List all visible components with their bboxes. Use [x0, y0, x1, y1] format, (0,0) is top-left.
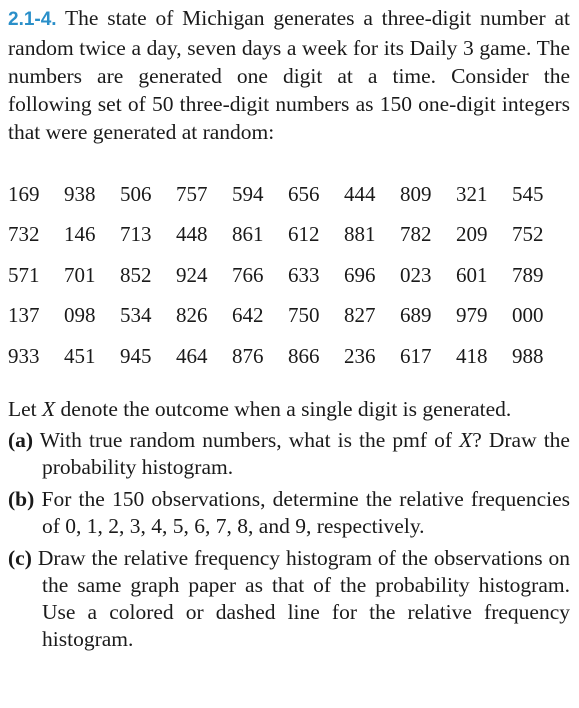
- numbers-row: [8, 174, 568, 215]
- number-cell: 464: [176, 343, 208, 368]
- number-cell: 448: [176, 222, 208, 247]
- number-cell: 321: [456, 181, 488, 206]
- number-cell: 866: [288, 343, 320, 368]
- numbers-row: [8, 336, 568, 377]
- number-cell: 826: [176, 303, 208, 328]
- number-cell: 881: [344, 222, 376, 247]
- number-cell: 023: [400, 262, 432, 287]
- number-cell: 689: [400, 303, 432, 328]
- numbers-row: [8, 215, 568, 256]
- number-cell: 545: [512, 181, 544, 206]
- problem-page: [8, 4, 571, 651]
- problem-intro-paragraph: [8, 4, 570, 146]
- part-a-text-before: With true random numbers, what is the pmf of: [39, 428, 460, 452]
- number-cell: 852: [120, 262, 152, 287]
- number-cell: 534: [120, 303, 152, 328]
- part-c-label: (c): [8, 546, 32, 570]
- number-cell: 945: [120, 343, 152, 368]
- number-cell: 633: [288, 262, 320, 287]
- number-cell: 656: [288, 181, 320, 206]
- questions-section: [8, 396, 570, 658]
- number-cell: 594: [232, 181, 264, 206]
- number-cell: 938: [64, 181, 96, 206]
- part-a-text-after: ? Draw the probability histogram.: [42, 428, 570, 479]
- part-a-label: (a): [8, 428, 34, 452]
- number-cell: 137: [8, 303, 40, 328]
- number-cell: 750: [288, 303, 320, 328]
- setup-variable: X: [42, 397, 56, 421]
- part-a-variable: X: [459, 428, 473, 452]
- problem-intro-text: The state of Michigan generates a three-digit number at random twice a day, seven days a week for its Daily 3 game. The numbers are generated one digit at a time. Consider the following set of 50 three-digit numbers as 150 one-digit integers that were generated at random:: [8, 6, 570, 144]
- number-cell: 809: [400, 181, 432, 206]
- part-b-text: For the 150 observations, determine the relative frequencies of 0, 1, 2, 3, 4, 5, 6, 7, 8, and 9, respectively.: [41, 487, 571, 538]
- setup-text-before: Let: [8, 397, 43, 421]
- number-cell: 789: [512, 262, 544, 287]
- number-cell: 169: [8, 181, 40, 206]
- part-b-label: (b): [8, 487, 35, 511]
- number-cell: 713: [120, 222, 152, 247]
- number-cell: 782: [400, 222, 432, 247]
- number-cell: 418: [456, 343, 488, 368]
- number-cell: 827: [344, 303, 376, 328]
- number-cell: 752: [512, 222, 544, 247]
- number-cell: 000: [512, 303, 544, 328]
- problem-number: 2.1-4.: [8, 9, 57, 30]
- numbers-row: [8, 296, 568, 337]
- number-cell: 444: [344, 181, 376, 206]
- number-cell: 451: [64, 343, 96, 368]
- part-c: [8, 545, 570, 653]
- setup-paragraph: [8, 396, 570, 423]
- number-cell: 612: [288, 222, 320, 247]
- numbers-table: [8, 174, 568, 377]
- part-a: [8, 427, 570, 481]
- number-cell: 701: [64, 262, 96, 287]
- number-cell: 571: [8, 262, 40, 287]
- number-cell: 209: [456, 222, 488, 247]
- part-b: [8, 486, 570, 540]
- number-cell: 506: [120, 181, 152, 206]
- number-cell: 933: [8, 343, 40, 368]
- numbers-row: [8, 255, 568, 296]
- number-cell: 098: [64, 303, 96, 328]
- number-cell: 876: [232, 343, 264, 368]
- number-cell: 861: [232, 222, 264, 247]
- number-cell: 601: [456, 262, 488, 287]
- number-cell: 757: [176, 181, 208, 206]
- number-cell: 236: [344, 343, 376, 368]
- number-cell: 617: [400, 343, 432, 368]
- number-cell: 732: [8, 222, 40, 247]
- number-cell: 766: [232, 262, 264, 287]
- number-cell: 988: [512, 343, 544, 368]
- number-cell: 146: [64, 222, 96, 247]
- part-c-text: Draw the relative frequency histogram of the observations on the same graph paper as that of the probability histogram. Use a colored or dashed line for the relative frequency histogram.: [37, 546, 570, 651]
- setup-text-after: denote the outcome when a single digit is generated.: [55, 397, 512, 421]
- number-cell: 642: [232, 303, 264, 328]
- number-cell: 979: [456, 303, 488, 328]
- number-cell: 696: [344, 262, 376, 287]
- number-cell: 924: [176, 262, 208, 287]
